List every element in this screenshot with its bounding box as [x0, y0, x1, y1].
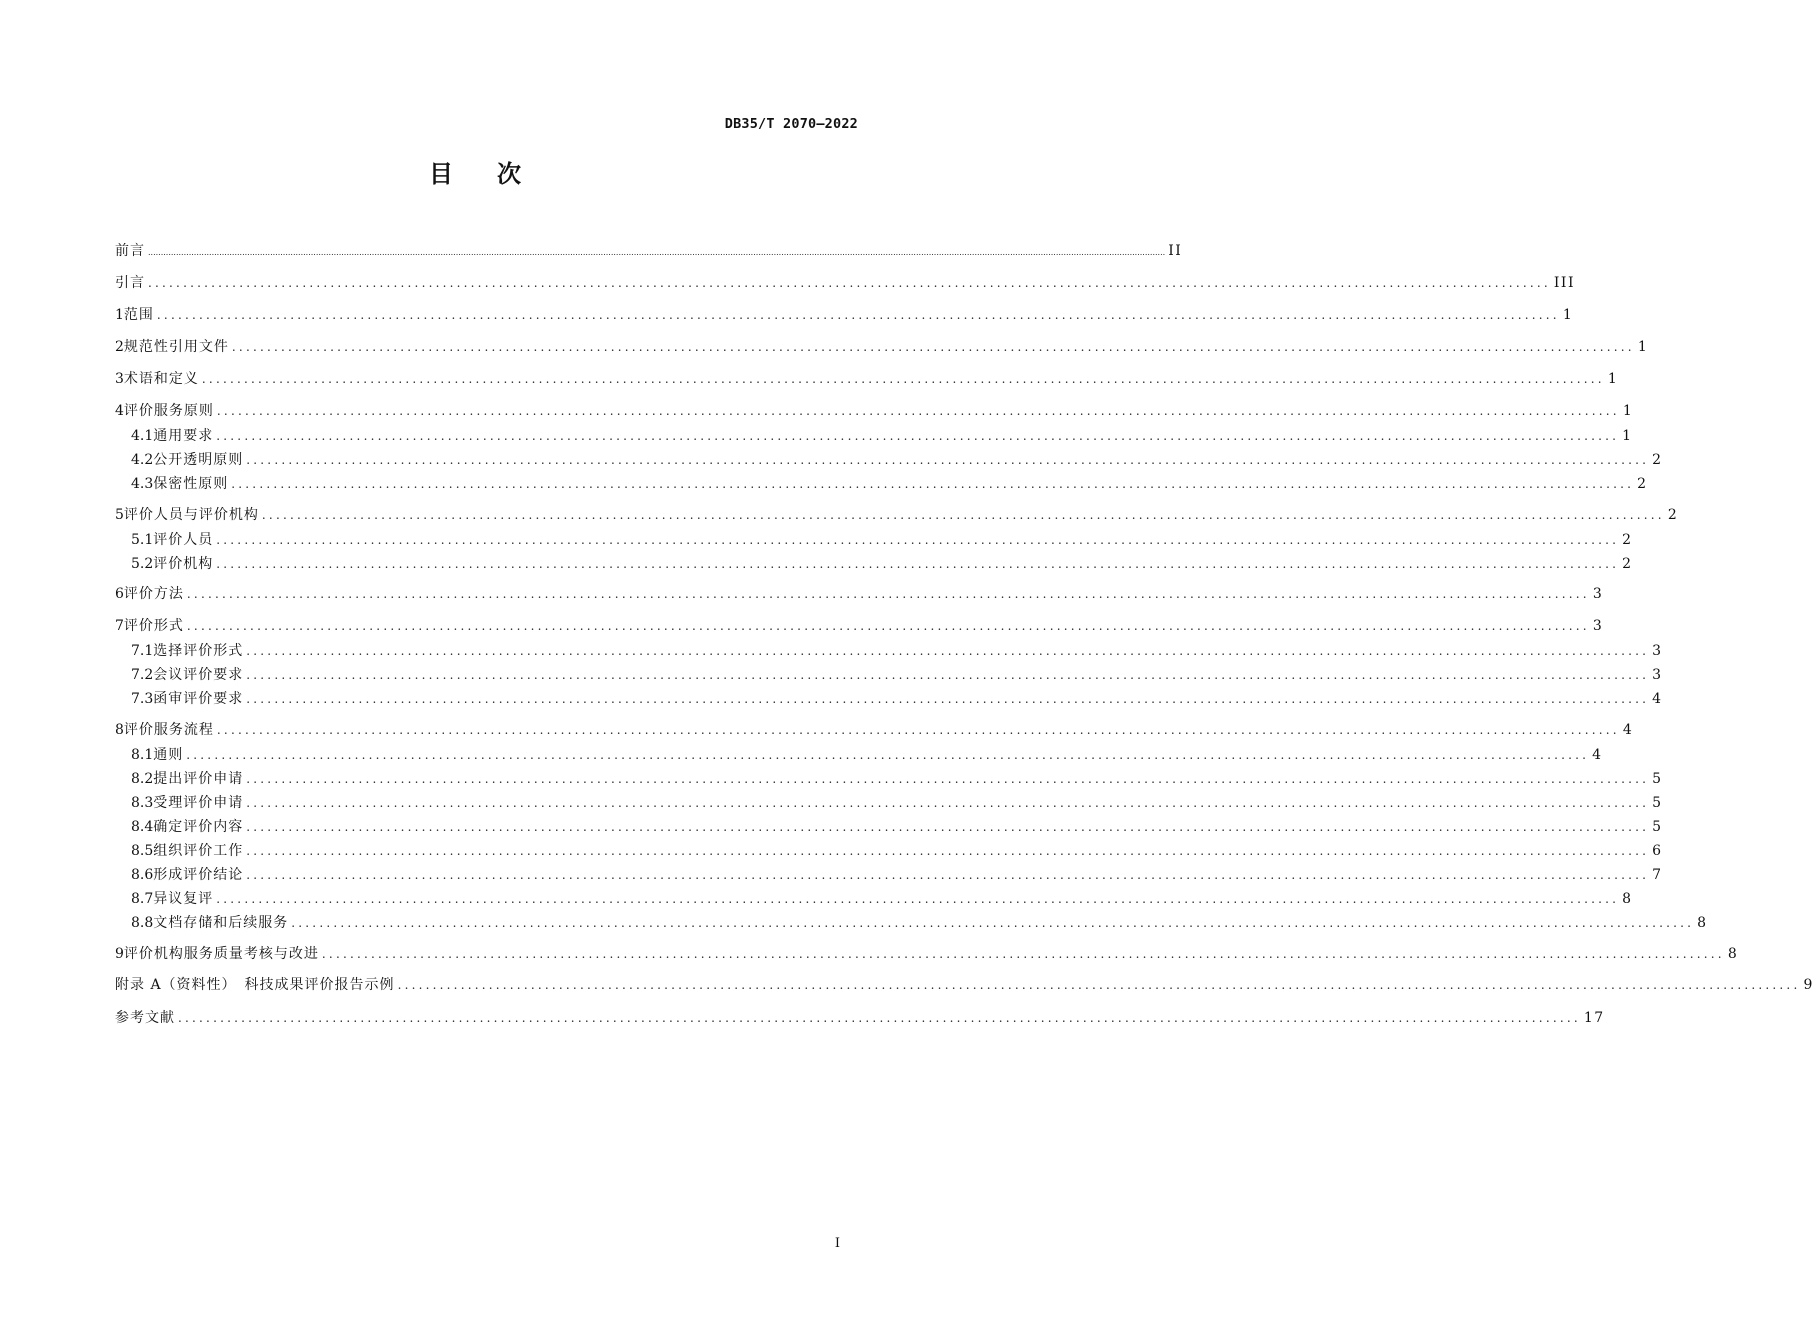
toc-entry[interactable] — [115, 400, 1634, 422]
toc-entry-page: 5 — [1652, 771, 1663, 787]
toc-entry[interactable] — [131, 888, 1633, 910]
toc-entry-label: 前言 — [115, 243, 145, 259]
toc-entry-page: 8 — [1697, 915, 1708, 931]
toc-entry[interactable] — [131, 688, 1663, 710]
toc-entry-label: 提出评价申请 — [153, 771, 244, 787]
toc-entry-page: 5 — [1652, 819, 1663, 835]
toc-entry[interactable] — [131, 840, 1663, 862]
toc-entry-label: 评价服务流程 — [123, 722, 214, 738]
toc-entry-label: 术语和定义 — [123, 371, 199, 387]
toc-entry-page: 2 — [1637, 476, 1648, 492]
toc-entry-page: 6 — [1652, 843, 1663, 859]
toc-entry[interactable] — [115, 240, 1183, 262]
toc-entry[interactable] — [115, 943, 1739, 965]
toc-entry-page: 3 — [1592, 618, 1604, 634]
toc-entry-page: 2 — [1622, 532, 1633, 548]
toc-entry-number: 9 — [115, 946, 124, 962]
toc-entry[interactable] — [131, 473, 1648, 495]
toc-entry-page: 5 — [1652, 795, 1663, 811]
toc-entry[interactable] — [131, 792, 1663, 814]
toc-entry-page: 2 — [1622, 556, 1633, 572]
toc-entry-number: 7 — [115, 618, 124, 634]
toc-entry-number: 8.2 — [131, 771, 154, 787]
toc-entry[interactable] — [131, 529, 1633, 551]
toc-entry-number: 3 — [115, 371, 124, 387]
toc-dot-leader: ................................................................................................................................................................................................................................................................................................................................................................................................................ — [148, 248, 1166, 257]
toc-dot-leader: ........................................................................................................................................................................................................ — [178, 1011, 1581, 1025]
toc-entry[interactable] — [115, 272, 1575, 294]
toc-entry-number: 6 — [115, 586, 124, 602]
toc-entry-number: 4.1 — [131, 428, 154, 444]
toc-entry-label: 异议复评 — [153, 891, 214, 907]
toc-entry[interactable] — [115, 719, 1634, 741]
toc-entry-page: 1 — [1622, 403, 1634, 419]
toc-entry-page: 4 — [1622, 722, 1634, 738]
toc-entry-number: 8.3 — [131, 795, 154, 811]
toc-entry[interactable] — [131, 664, 1663, 686]
toc-entry-page: 7 — [1652, 867, 1663, 883]
page-number: I — [834, 1236, 840, 1251]
toc-dot-leader: ........................................................................................................................................................................................................ — [321, 947, 1725, 961]
toc-entry[interactable] — [115, 1007, 1605, 1029]
toc-entry[interactable] — [115, 336, 1649, 358]
toc-entry-label: 评价机构服务质量考核与改进 — [123, 946, 319, 962]
toc-entry-number: 8.6 — [131, 867, 154, 883]
toc-entry-page: 2 — [1652, 452, 1663, 468]
toc-entry-label: 引言 — [115, 275, 145, 291]
toc-entry-page: II — [1168, 243, 1183, 259]
toc-dot-leader: ........................................................................................................................................................................................................ — [216, 723, 1620, 737]
toc-dot-leader: ........................................................................................................................................................................................................ — [246, 453, 1650, 467]
toc-entry-number: 2 — [115, 339, 124, 355]
toc-entry-label: 确定评价内容 — [153, 819, 244, 835]
toc-entry-page: III — [1553, 275, 1575, 291]
toc-entry-label: 评价人员 — [153, 532, 214, 548]
toc-entry-number: 1 — [115, 307, 124, 323]
toc-dot-leader: ........................................................................................................................................................................................................ — [231, 477, 1635, 491]
toc-entry-page: 2 — [1667, 507, 1679, 523]
toc-entry[interactable] — [131, 912, 1708, 934]
toc-entry[interactable] — [115, 974, 1814, 996]
document-code: DB35/T 2070—2022 — [724, 116, 858, 132]
toc-dot-leader: ........................................................................................................................................................................................................ — [246, 644, 1650, 658]
toc-dot-leader: ........................................................................................................................................................................................................ — [186, 619, 1590, 633]
toc-entry-page: 9 — [1803, 977, 1814, 993]
toc-entry-page: 4 — [1592, 747, 1603, 763]
toc-dot-leader: ........................................................................................................................................................................................................ — [201, 372, 1605, 386]
toc-entry-label: 通则 — [153, 747, 184, 763]
toc-entry-label: 评价服务原则 — [123, 403, 214, 419]
toc-entry-label: 形成评价结论 — [153, 867, 244, 883]
toc-entry[interactable] — [115, 304, 1574, 326]
toc-entry-number: 8.4 — [131, 819, 154, 835]
toc-entry-label: 组织评价工作 — [153, 843, 244, 859]
toc-dot-leader: ........................................................................................................................................................................................................ — [246, 772, 1650, 786]
toc-entry-label: 通用要求 — [153, 428, 214, 444]
toc-entry-number: 5.1 — [131, 532, 154, 548]
toc-dot-leader: ........................................................................................................................................................................................................ — [156, 308, 1560, 322]
toc-dot-leader: ........................................................................................................................................................................................................ — [291, 916, 1695, 930]
toc-entry-number: 4.3 — [131, 476, 154, 492]
toc-entry-page: 3 — [1652, 643, 1663, 659]
toc-dot-leader: ........................................................................................................................................................................................................ — [397, 978, 1801, 992]
toc-entry-page: 1 — [1562, 307, 1574, 323]
toc-entry-label: 函审评价要求 — [153, 691, 244, 707]
toc-entry-label: 评价方法 — [123, 586, 184, 602]
toc-entry[interactable] — [131, 640, 1663, 662]
toc-entry-page: 17 — [1583, 1010, 1605, 1026]
toc-entry[interactable] — [131, 744, 1603, 766]
toc-entry-label: 评价形式 — [123, 618, 184, 634]
toc-entry-page: 1 — [1607, 371, 1619, 387]
toc-entry[interactable] — [131, 449, 1663, 471]
toc-entry-page: 3 — [1592, 586, 1604, 602]
toc-entry-page: 1 — [1637, 339, 1649, 355]
toc-dot-leader: ........................................................................................................................................................................................................ — [216, 404, 1620, 418]
toc-entry-number: 7.3 — [131, 691, 154, 707]
toc-entry-label: 范围 — [123, 307, 154, 323]
toc-entry-number: 7.2 — [131, 667, 154, 683]
toc-entry[interactable] — [115, 615, 1604, 637]
toc-dot-leader: ........................................................................................................................................................................................................ — [216, 557, 1620, 571]
toc-entry-number: 4 — [115, 403, 124, 419]
toc-entry-number: 8.1 — [131, 747, 154, 763]
toc-dot-leader: ........................................................................................................................................................................................................ — [246, 844, 1650, 858]
toc-entry-label: 公开透明原则 — [153, 452, 244, 468]
toc-dot-leader: ........................................................................................................................................................................................................ — [246, 796, 1650, 810]
toc-entry-page: 3 — [1652, 667, 1663, 683]
toc-entry-page: 8 — [1727, 946, 1739, 962]
toc-entry-label: 文档存储和后续服务 — [153, 915, 289, 931]
toc-dot-leader: ........................................................................................................................................................................................................ — [148, 276, 1551, 290]
toc-entry[interactable] — [131, 768, 1663, 790]
toc-dot-leader: ........................................................................................................................................................................................................ — [246, 868, 1650, 882]
toc-title — [0, 154, 950, 189]
toc-dot-leader: ........................................................................................................................................................................................................ — [216, 533, 1620, 547]
toc-dot-leader: ........................................................................................................................................................................................................ — [246, 820, 1650, 834]
toc-entry-label: 评价机构 — [153, 556, 214, 572]
toc-entry-label: 会议评价要求 — [153, 667, 244, 683]
toc-entry-number: 8.5 — [131, 843, 154, 859]
toc-dot-leader: ........................................................................................................................................................................................................ — [231, 340, 1635, 354]
toc-entry-number: 5 — [115, 507, 124, 523]
toc-entry[interactable] — [115, 368, 1619, 390]
toc-entry-label: 附录 A（资料性） 科技成果评价报告示例 — [115, 977, 395, 993]
toc-entry[interactable] — [115, 504, 1679, 526]
toc-entry-label: 规范性引用文件 — [123, 339, 229, 355]
toc-dot-leader: ........................................................................................................................................................................................................ — [261, 508, 1665, 522]
toc-entry-label: 参考文献 — [115, 1010, 175, 1026]
toc-dot-leader: ........................................................................................................................................................................................................ — [216, 429, 1620, 443]
toc-entry-page: 8 — [1622, 891, 1633, 907]
toc-entry-page: 4 — [1652, 691, 1663, 707]
toc-dot-leader: ........................................................................................................................................................................................................ — [216, 892, 1620, 906]
toc-entry-label: 受理评价申请 — [153, 795, 244, 811]
toc-entry[interactable] — [131, 816, 1663, 838]
toc-entry-number: 5.2 — [131, 556, 154, 572]
toc-entry-number: 8.8 — [131, 915, 154, 931]
toc-dot-leader: ........................................................................................................................................................................................................ — [246, 668, 1650, 682]
toc-entry-number: 4.2 — [131, 452, 154, 468]
toc-title-char-2: 次 — [497, 160, 521, 188]
toc-entry-number: 7.1 — [131, 643, 154, 659]
toc-dot-leader: ........................................................................................................................................................................................................ — [186, 748, 1590, 762]
toc-entry[interactable] — [131, 425, 1633, 447]
toc-title-char-1: 目 — [429, 160, 453, 188]
toc-entry-label: 评价人员与评价机构 — [123, 507, 259, 523]
toc-entry-number: 8.7 — [131, 891, 154, 907]
toc-entry-label: 保密性原则 — [153, 476, 229, 492]
toc-entry[interactable] — [131, 553, 1633, 575]
toc-entry-number: 8 — [115, 722, 124, 738]
toc-entry[interactable] — [131, 864, 1663, 886]
toc-entry-page: 1 — [1622, 428, 1633, 444]
toc-entry[interactable] — [115, 583, 1604, 605]
toc-dot-leader: ........................................................................................................................................................................................................ — [246, 692, 1650, 706]
toc-entry-label: 选择评价形式 — [153, 643, 244, 659]
toc-dot-leader: ........................................................................................................................................................................................................ — [186, 587, 1590, 601]
